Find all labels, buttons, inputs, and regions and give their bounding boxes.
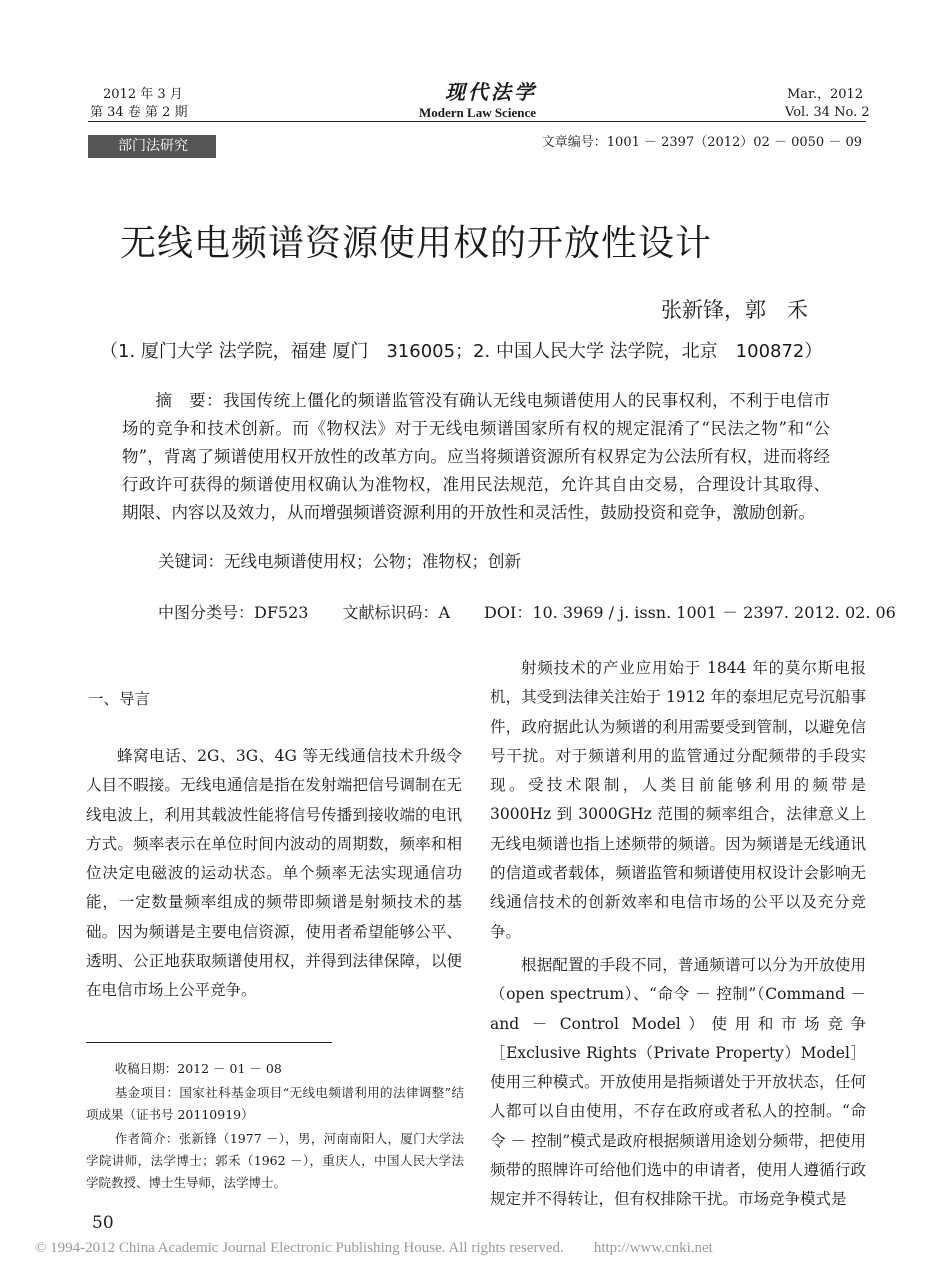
journal-name-en: Modern Law Science — [419, 105, 536, 120]
abstract-label: 摘 要： — [155, 391, 223, 410]
abstract — [122, 387, 830, 527]
keywords: 关键词：无线电频谱使用权；公物；准物权；创新 — [158, 552, 521, 571]
doi: DOI：10. 3969 / j. issn. 1001 － 2397. 2012. 02. 06 — [484, 603, 896, 622]
abstract-text: 我国传统上僵化的频谱监管没有确认无线电频谱使用人的民事权利，不利于电信市场的竞争和技术创新。而《物权法》对于无线电频谱国家所有权的规定混淆了“民法之物”和“公物”，背离了频谱使用权开放性的改革方向。应当将频谱资源所有权界定为公法所有权，进而将经行政许可获得的频谱使用权确认为准物权，准用民法规范，允许其自由交易，合理设计其取得、期限、内容以及效力，从而增强频谱资源利用的开放性和灵活性，鼓励投资和竞争，激励创新。 — [122, 391, 830, 522]
footnote-rule — [86, 1042, 332, 1043]
copyright-url: http://www.cnki.net — [593, 1240, 713, 1256]
affiliation: （1. 厦门大学 法学院，福建 厦门 316005；2. 中国人民大学 法学院，北京 100872） — [100, 341, 823, 362]
body-paragraph: 根据配置的手段不同，普通频谱可以分为开放使用（open spectrum）、“命令 － 控制”（Command － and － Control Model）使用和市场竞争［Exclusive Rights（Private Property）Model］使用三种模式。开放使用是指频谱处于开放状态，任何人都可以自由使用，不存在政府或者私人的控制。“命令 － 控制”模式是政府根据频谱用途划分频带，把使用频带的照牌许可给他们选中的申请者，使用人遵循行政规定并不得转让，但有权排除干扰。市场竞争模式是 — [490, 955, 866, 1209]
volume-issue-en: Vol. 34 No. 2 — [785, 105, 870, 120]
body-left-column — [86, 742, 462, 1006]
header-rule — [88, 121, 866, 122]
issue-date: 2012 年 3 月 — [103, 87, 183, 102]
classification-line — [158, 599, 896, 627]
article-title: 无线电频谱资源使用权的开放性设计 — [120, 223, 713, 264]
footnote-authors: 作者简介：张新锋（1977 －），男，河南南阳人，厦门大学法学院讲师，法学博士；郭禾（1962 －），重庆人，中国人民大学法学院教授、博士生导师，法学博士。 — [86, 1131, 464, 1190]
section-heading: 一、导言 — [88, 690, 151, 708]
journal-logo: 现代法学 — [445, 80, 537, 104]
clc-number: 中图分类号：DF523 — [158, 603, 309, 622]
footnotes — [86, 1058, 464, 1194]
body-right-column — [490, 654, 866, 1215]
volume-issue: 第 34 卷 第 2 期 — [90, 105, 188, 120]
copyright-text: © 1994-2012 China Academic Journal Electronic Publishing House. All rights reserved. — [35, 1240, 564, 1256]
issue-date-en: Mar.，2012 — [787, 87, 864, 102]
article-number: 文章编号：1001 － 2397（2012）02 － 0050 － 09 — [541, 135, 862, 150]
document-code: 文献标识码：A — [342, 603, 451, 622]
footnote-fund: 基金项目：国家社科基金项目“无线电频谱利用的法律调整”结项成果（证书号 20110919） — [86, 1085, 464, 1122]
copyright-notice — [35, 1238, 713, 1258]
footnote-received: 收稿日期：2012 － 01 － 08 — [114, 1061, 282, 1076]
section-tag: 部门法研究 — [88, 135, 216, 158]
body-paragraph: 蜂窝电话、2G、3G、4G 等无线通信技术升级令人目不暇接。无线电通信是指在发射端把信号调制在无线电波上，利用其载波性能将信号传播到接收端的电讯方式。频率表示在单位时间内波动的周期数，频率和相位决定电磁波的运动状态。单个频率无法实现通信功能，一定数量频率组成的频带即频谱是射频技术的基础。因为频谱是主要电信资源，使用者希望能够公平、透明、公正地获取频谱使用权，并得到法律保障，以便在电信市场上公平竞争。 — [86, 747, 462, 1000]
page-number: 50 — [92, 1213, 114, 1233]
authors: 张新锋，郭 禾 — [661, 298, 808, 322]
body-paragraph: 射频技术的产业应用始于 1844 年的莫尔斯电报机，其受到法律关注始于 1912 年的泰坦尼克号沉船事件，政府据此认为频谱的利用需要受到管制，以避免信号干扰。对于频谱利用的监管通过分配频带的手段实现。受技术限制，人类目前能够利用的频带是 3000Hz 到 3000GHz 范围的频率组合，法律意义上无线电频谱也指上述频带的频谱。因为频谱是无线通讯的信道或者载体，频谱监管和频谱使用权设计会影响无线通信技术的创新效率和电信市场的公平以及充分竞争。 — [490, 659, 866, 941]
